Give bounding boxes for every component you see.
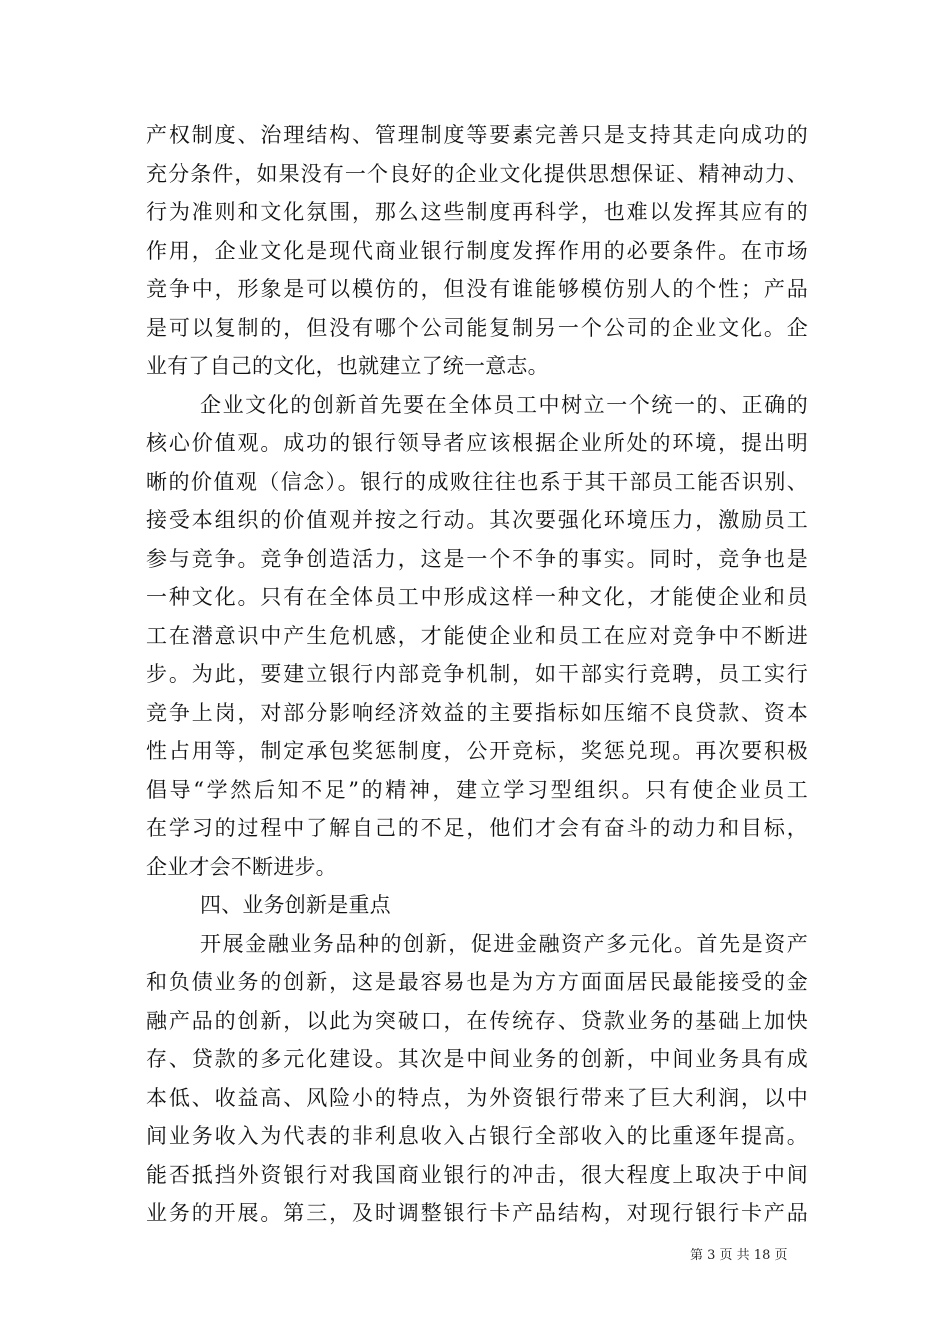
text-line: 性占用等，制定承包奖惩制度，公开竞标，奖惩兑现。再次要积极	[146, 739, 808, 763]
text-line: 和负债业务的创新，这是最容易也是为方方面面居民最能接受的金	[146, 970, 808, 994]
text-line: 能否抵挡外资银行对我国商业银行的冲击，很大程度上取决于中间	[146, 1162, 808, 1187]
paragraph-start-line: 企业文化的创新首先要在全体员工中树立一个统一的、正确的	[200, 392, 808, 417]
text-line: 融产品的创新，以此为突破口，在传统存、贷款业务的基础上加快	[146, 1008, 808, 1033]
text-line: 行为准则和文化氛围，那么这些制度再科学，也难以发挥其应有的	[146, 200, 808, 224]
text-line: 倡导“学然后知不足”的精神，建立学习型组织。只有使企业员工	[146, 777, 808, 802]
text-line: 充分条件，如果没有一个良好的企业文化提供思想保证、精神动力、	[146, 161, 808, 186]
section-heading: 四、业务创新是重点	[200, 893, 391, 917]
text-line: 本低、收益高、风险小的特点，为外资银行带来了巨大利润，以中	[146, 1085, 808, 1110]
text-line: 产权制度、治理结构、管理制度等要素完善只是支持其走向成功的	[146, 123, 808, 147]
body-text	[146, 116, 808, 1233]
paragraph-start-line: 开展金融业务品种的创新，促进金融资产多元化。首先是资产	[200, 931, 808, 956]
text-line: 步。为此，要建立银行内部竞争机制，如干部实行竞聘，员工实行	[146, 662, 808, 686]
text-line: 业有了自己的文化，也就建立了统一意志。	[146, 354, 549, 378]
text-line: 是可以复制的，但没有哪个公司能复制另一个公司的企业文化。企	[146, 315, 808, 340]
text-line: 工在潜意识中产生危机感，才能使企业和员工在应对竞争中不断进	[146, 623, 808, 648]
text-line: 作用，企业文化是现代商业银行制度发挥作用的必要条件。在市场	[146, 238, 808, 263]
page-number: 第 3 页 共 18 页	[690, 1248, 788, 1263]
text-line: 企业才会不断进步。	[146, 854, 337, 879]
text-line: 存、贷款的多元化建设。其次是中间业务的创新，中间业务具有成	[146, 1047, 808, 1071]
text-line: 核心价值观。成功的银行领导者应该根据企业所处的环境，提出明	[146, 431, 808, 455]
text-line: 在学习的过程中了解自己的不足，他们才会有奋斗的动力和目标，	[146, 816, 808, 840]
text-line: 竞争中，形象是可以模仿的，但没有谁能够模仿别人的个性；产品	[146, 277, 808, 301]
text-line: 业务的开展。第三，及时调整银行卡产品结构，对现行银行卡产品	[146, 1201, 808, 1225]
text-line: 参与竞争。竞争创造活力，这是一个不争的事实。同时，竞争也是	[146, 546, 808, 571]
text-line: 一种文化。只有在全体员工中形成这样一种文化，才能使企业和员	[146, 585, 808, 609]
text-line: 晰的价值观（信念）。银行的成败往往也系于其干部员工能否识别、	[146, 469, 808, 494]
text-line: 接受本组织的价值观并按之行动。其次要强化环境压力，激励员工	[146, 508, 808, 532]
text-line: 间业务收入为代表的非利息收入占银行全部收入的比重逐年提高。	[146, 1124, 808, 1148]
text-line: 竞争上岗，对部分影响经济效益的主要指标如压缩不良贷款、资本	[146, 700, 808, 725]
